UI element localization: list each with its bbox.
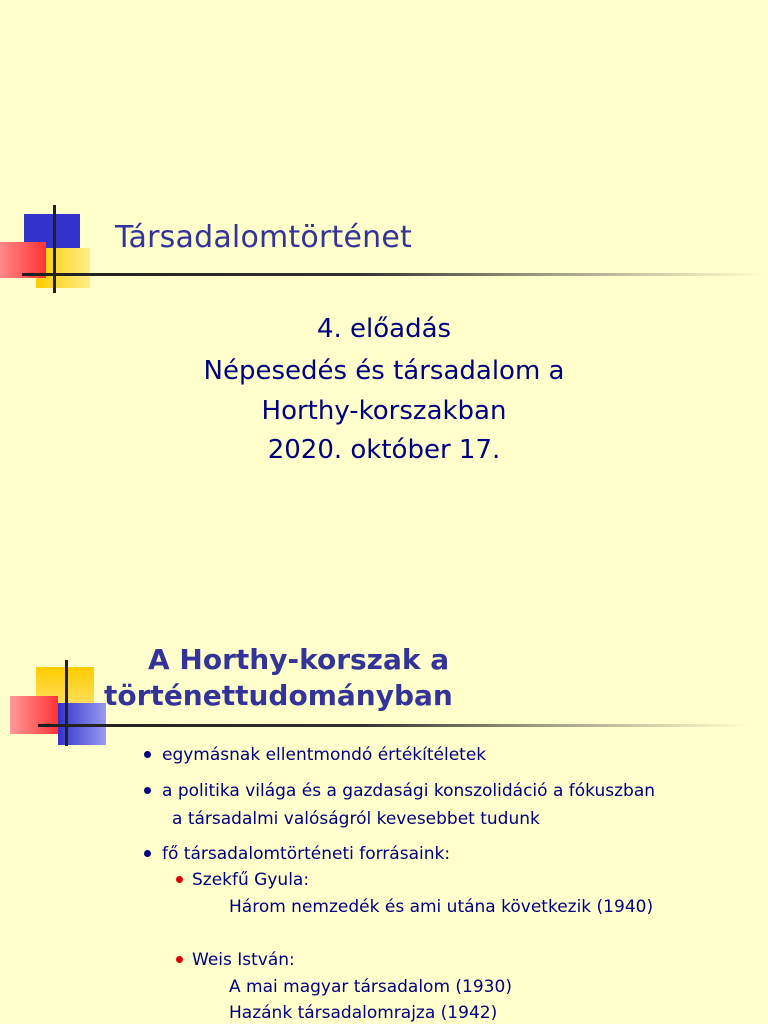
subtitle-line: Horthy-korszakban bbox=[261, 396, 507, 426]
sub-bullet-work: Három nemzedék és ami utána következik (1940) bbox=[229, 897, 654, 917]
sub-bullet-work: A mai magyar társadalom (1930) bbox=[229, 977, 512, 997]
horizontal-rule bbox=[38, 724, 748, 727]
sub-bullet-author: Szekfű Gyula: bbox=[192, 870, 310, 890]
bullet-dot bbox=[144, 850, 151, 857]
sub-bullet-work: Hazánk társadalomrajza (1942) bbox=[229, 1003, 498, 1023]
sub-bullet-dot bbox=[176, 956, 183, 963]
vertical-rule bbox=[65, 660, 68, 746]
bullet-text: a politika világa és a gazdasági konszolidáció a fókuszban bbox=[162, 781, 656, 801]
subtitle-line: 2020. október 17. bbox=[267, 435, 501, 465]
slide-title: Társadalomtörténet bbox=[115, 220, 412, 255]
slide-title-line: A Horthy-korszak a bbox=[148, 643, 450, 676]
red-square bbox=[10, 696, 58, 734]
subtitle-line: 4. előadás bbox=[316, 314, 452, 344]
bullet-text: fő társadalomtörténeti forrásaink: bbox=[162, 844, 451, 864]
sub-bullet-author: Weis István: bbox=[192, 950, 295, 970]
slide-title-line: történettudományban bbox=[104, 679, 453, 712]
bullet-text: egymásnak ellentmondó értékítéletek bbox=[162, 745, 487, 765]
sub-bullet-dot bbox=[176, 876, 183, 883]
slide-title bbox=[104, 642, 604, 714]
bullet-continuation: a társadalmi valóságról kevesebbet tudunk bbox=[172, 809, 540, 829]
subtitle-line: Népesedés és társadalom a bbox=[203, 356, 565, 386]
horizontal-rule bbox=[22, 273, 762, 276]
bullet-dot bbox=[144, 751, 151, 758]
bullet-dot bbox=[144, 787, 151, 794]
